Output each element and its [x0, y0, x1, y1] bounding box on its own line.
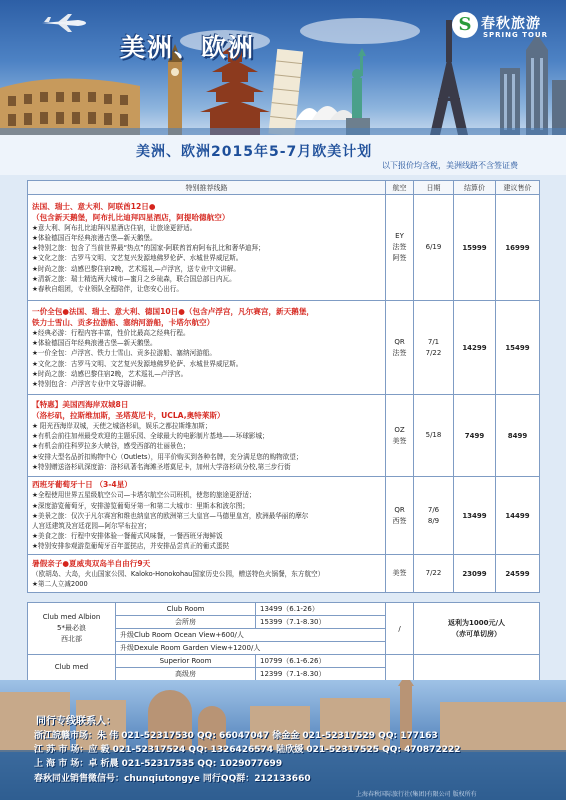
suggested-price-cell: 16999: [496, 195, 540, 301]
rebate-amount: 返利为1000元/人: [447, 618, 506, 627]
club-name-line: 5*最必浪: [57, 624, 86, 632]
copyright: 上海春秋国际旅行社(集团)有限公司 版权所有: [356, 791, 477, 798]
departure-date: 6/19: [425, 243, 442, 251]
contact-row: 浙江皖赣市场：朱 伟 021-52317530 QQ: 66047047 徐金金 021-52317529 QQ: 177163: [34, 731, 438, 741]
route-highlight: ★体验德国百年经典浪漫古堡—新天鹅堡。: [32, 339, 157, 348]
route-highlight: ★安排大型名品折扣购物中心（Outlets），用平价购买到各种名牌，充分满足您的购物欲望；: [32, 452, 303, 461]
date-cell: [414, 477, 454, 555]
table-row: [28, 655, 540, 668]
contact-row: 春秋同业销售微信号：chunqiutongye 同行QQ群：212133660: [34, 774, 311, 784]
room-upgrade: 升级Dexule Room Garden View+1200/人: [116, 642, 386, 655]
date-cell: [414, 395, 454, 477]
room-type: Superior Room: [116, 655, 256, 668]
route-title: （包含新天鹅堡，阿布扎比迪拜四星酒店，阿提哈德航空）: [32, 212, 230, 222]
room-price: 13499（6.1-26）: [256, 603, 386, 616]
departure-date: 7/1: [427, 337, 440, 346]
route-highlight: ★第二人立减2000: [32, 580, 88, 588]
room-type: 会所房: [116, 616, 256, 629]
column-header-airline: 航空: [386, 181, 414, 195]
net-price-cell: 7499: [454, 395, 496, 477]
net-price-cell: 13499: [454, 477, 496, 555]
route-description: [28, 555, 386, 593]
route-highlight: ★意大利、阿布扎比迪拜四星酒店住宿，让旅途更舒适。: [32, 223, 197, 232]
column-header-route: 特别推荐线路: [28, 181, 386, 195]
rebate-cell: [414, 655, 540, 681]
route-highlight: ★特别赠送洛杉矶深度游：洛杉矶著名海滩圣塔莫尼卡，加州大学洛杉矶分校,第三步行街: [32, 462, 291, 471]
logo-english-name: SPRING TOUR: [483, 31, 549, 39]
room-upgrade: 升级Club Room Ocean View+600/人: [116, 629, 386, 642]
visa-type: 美签: [392, 569, 407, 577]
date-cell: [414, 195, 454, 301]
airline-code: QR: [394, 505, 405, 514]
table-row: [28, 395, 540, 477]
table-row: [28, 477, 540, 555]
table-header-row: [28, 181, 540, 195]
departure-date: 7/22: [425, 348, 442, 357]
route-highlight: ★深度游览葡萄牙，安排游览葡萄牙第一和第二大城市：里斯本和波尔图；: [32, 501, 249, 510]
banner-title: 美洲、欧洲: [120, 33, 256, 62]
departure-date: 8/9: [427, 516, 440, 525]
route-description: [28, 195, 386, 301]
departure-date: 5/18: [425, 431, 442, 439]
visa-type: 法签: [392, 348, 407, 357]
route-highlight: ★特别安排参观游览葡萄牙百年蛋挞店，并安排品尝真正的葡式蛋挞: [32, 542, 230, 551]
airline-cell: [386, 301, 414, 395]
route-price-table: [27, 180, 540, 593]
net-price-cell: 15999: [454, 195, 496, 301]
rebate-note: （赤可单切房）: [452, 629, 501, 638]
route-highlight: 人宫廷建筑及宫廷花园—阿尔罕布拉宫；: [32, 522, 151, 530]
room-price: 15399（7.1-8.30）: [256, 616, 386, 629]
route-highlight: ★美食之旅：行程中安排体验一餐葡式风味餐，一餐西班牙海鲜饭: [32, 532, 223, 541]
header-banner: [0, 0, 566, 135]
route-highlight: ★有机会前往科罗拉多大峡谷，感受西部的壮丽景色；: [32, 442, 190, 451]
club-med-table: [27, 602, 540, 681]
suggested-price-cell: 8499: [496, 395, 540, 477]
route-highlight: ★美景之旅：仅次于凡尔赛宫和维也纳皇宫的欧洲第三大皇宫—马德里皇宫，欧洲最华丽的摩尔: [32, 511, 309, 520]
airline-cell: [386, 477, 414, 555]
route-highlight: ★清新之旅：瑞士精选两大城市—蜜月之乡琉森，联合国总部日内瓦。: [32, 274, 236, 283]
route-description: [28, 395, 386, 477]
route-title: 法国、瑞士、意大利、阿联酋12日●: [32, 201, 156, 211]
rebate-cell: [414, 603, 540, 655]
room-price: 10799（6.1-6.26）: [256, 655, 386, 668]
route-highlight: ★体验德国百年经典浪漫古堡—新天鹅堡。: [32, 233, 157, 242]
contact-row: 江 苏 市 场：应 毅 021-52317524 QQ: 1326426574 陆欣媛 021-52317525 QQ: 470872222: [34, 745, 461, 755]
route-title: 【特惠】美国西海岸双城8日: [32, 399, 129, 409]
date-cell: [414, 555, 454, 593]
plan-subheading: [0, 135, 566, 175]
spring-tour-logo-icon: S: [452, 12, 478, 38]
contact-footer: [0, 680, 566, 800]
table-row: [28, 603, 540, 616]
route-title: 一价全包●法国、瑞士、意大利、德国10日●（包含卢浮宫，凡尔赛宫，新天鹅堡，: [32, 306, 315, 316]
column-header-net-price: 结算价: [454, 181, 496, 195]
suggested-price-cell: 15499: [496, 301, 540, 395]
route-highlight: ★春秋自组团，专业领队全程陪伴，让您安心出行。: [32, 285, 183, 293]
route-description: [28, 477, 386, 555]
route-highlight: ★文化之旅：古罗马文明、文艺复兴发源地佛罗伦萨、水城世界威尼斯。: [32, 359, 243, 368]
table-row: [28, 301, 540, 395]
club-name-line: 西北部: [61, 635, 82, 643]
suggested-price-cell: 24599: [496, 555, 540, 593]
table-row: [28, 195, 540, 301]
column-header-date: 日期: [414, 181, 454, 195]
route-highlight: ★时尚之旅：动感巴黎住宿2晚，艺术巡礼—卢浮宫，送专业中文讲解。: [32, 264, 240, 273]
visa-type: 法签: [392, 243, 407, 251]
column-header-suggested-price: 建议售价: [496, 181, 540, 195]
contact-row: 上 海 市 场：卓 析晨 021-52317535 QQ: 1029077699: [34, 759, 283, 769]
route-title: 暑假亲子●夏威夷双岛半自由行9天: [32, 558, 151, 568]
price-note: 以下报价均含税，美洲线路不含签证费: [382, 161, 518, 170]
visa-type: 西签: [392, 516, 407, 525]
club-name-line: Club med Albion: [42, 613, 101, 621]
route-highlight: ★文化之旅：古罗马文明、文艺复兴发源地佛罗伦萨、水城世界威尼斯。: [32, 254, 243, 263]
logo-chinese-name: 春秋旅游: [481, 16, 541, 32]
departure-date: 7/22: [425, 569, 442, 577]
route-highlight: ★特别之旅：包含了当前世界最“热点”的国家-阿联酋首府阿布扎比和奢华迪拜；: [32, 244, 265, 253]
club-albion-name: [28, 603, 116, 655]
net-price-cell: 23099: [454, 555, 496, 593]
net-price-cell: 14299: [454, 301, 496, 395]
airline-cell: [386, 195, 414, 301]
route-highlight: ★ 阳光西海岸双城，天使之城洛杉矶，娱乐之都拉斯维加斯；: [32, 421, 212, 430]
visa-type: 阿签: [392, 254, 407, 262]
route-title: 铁力士雪山、贡多拉游船、塞纳河游船，卡塔尔航空）: [32, 317, 215, 327]
spring-tour-logo: [452, 12, 556, 46]
plan-title: 美洲、欧洲2015年5-7月欧美计划: [136, 144, 373, 160]
room-price: 12399（7.1-8.30）: [256, 668, 386, 681]
table-row: [28, 555, 540, 593]
airline-cell: [386, 395, 414, 477]
contact-heading: 同行专线联系人：: [36, 716, 116, 727]
airline-cell: [386, 655, 414, 681]
room-type: 高级房: [116, 668, 256, 681]
route-highlight: （欧胡岛、大岛，火山国家公园、Kaloko-Honokohau国家历史公园，赠送特色火锅餐，东方航空）: [32, 569, 325, 578]
route-highlight: ★一价全包：卢浮宫、铁力士雪山、贡多拉游船、塞纳河游船。: [32, 349, 216, 358]
route-highlight: ★全程使用世界五星级航空公司—卡塔尔航空公司班机，使您的旅途更舒适；: [32, 491, 256, 500]
route-description: [28, 301, 386, 395]
club-med-name: Club med: [28, 655, 116, 681]
route-highlight: ★经典必游：行程内容丰富，性价比最高之经典行程。: [32, 328, 190, 337]
airline-code: OZ: [394, 425, 405, 434]
route-title: （洛杉矶，拉斯维加斯，圣塔莫尼卡，UCLA,奥特莱斯）: [32, 410, 225, 420]
airline-cell: /: [386, 603, 414, 655]
route-title: 西班牙葡萄牙十日 （3-4星）: [32, 480, 132, 490]
room-type: Club Room: [116, 603, 256, 616]
departure-date: 7/6: [427, 505, 440, 514]
airline-code: QR: [394, 337, 405, 346]
route-highlight: ★特别包含：卢浮宫专业中文导游讲解。: [32, 379, 151, 388]
airline-cell: [386, 555, 414, 593]
suggested-price-cell: 14499: [496, 477, 540, 555]
visa-type: 美签: [392, 436, 407, 445]
airline-code: EY: [395, 232, 404, 240]
date-cell: [414, 301, 454, 395]
airplane-icon: [40, 14, 88, 32]
route-highlight: ★有机会前往加州最受欢迎的主题乐园、全球最大的电影制片基地——环球影城；: [32, 432, 269, 441]
route-highlight: ★时尚之旅：动感巴黎住宿2晚，艺术巡礼—卢浮宫。: [32, 369, 188, 378]
